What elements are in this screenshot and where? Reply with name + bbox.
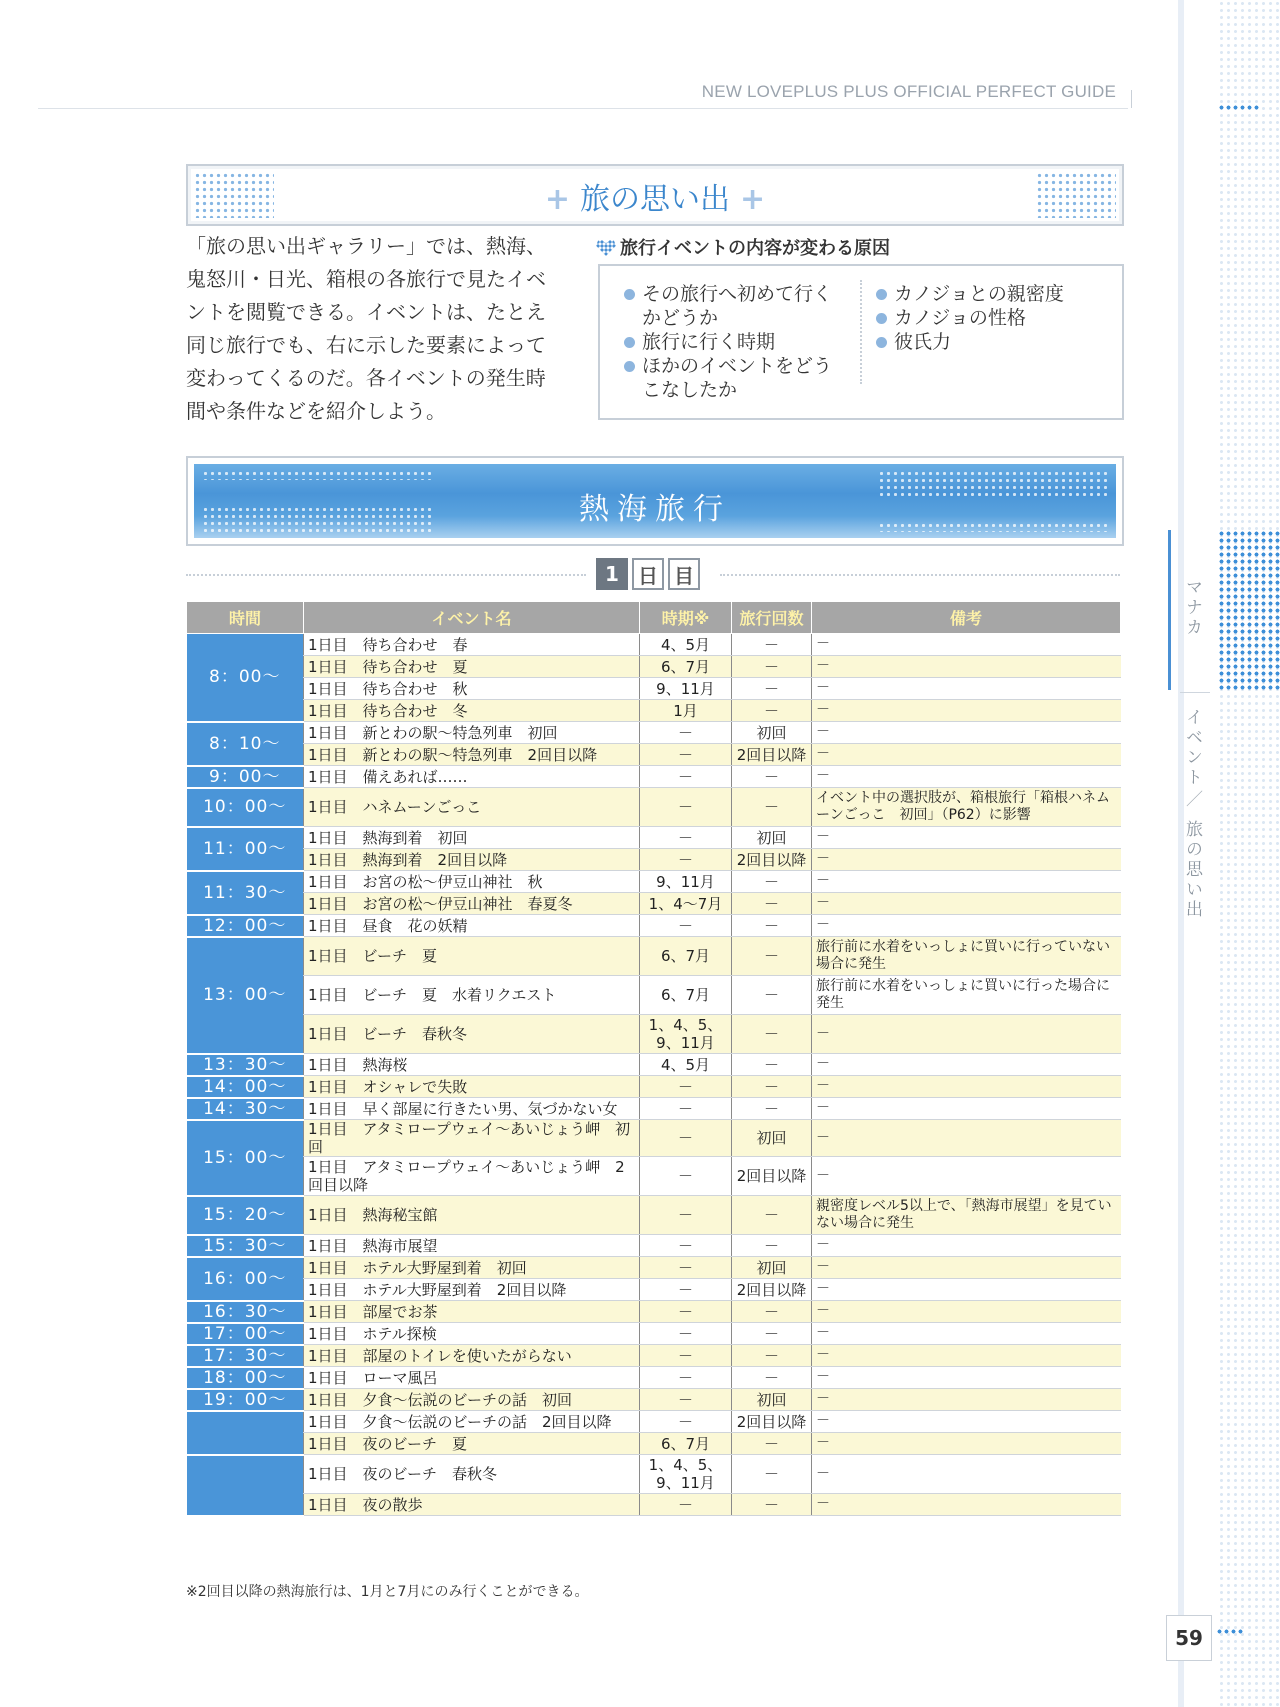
cell-time: 10：00～	[187, 788, 304, 827]
cell-period: －	[640, 722, 732, 744]
cell-event-name: 1日目 熱海桜	[304, 1054, 640, 1076]
cell-time: 8：00～	[187, 634, 304, 722]
table-row	[187, 1120, 1121, 1157]
table-row	[187, 1367, 1121, 1389]
cell-note: －	[812, 915, 1121, 937]
cell-note: －	[812, 1257, 1121, 1279]
cell-event-name: 1日目 部屋のトイレを使いたがらない	[304, 1345, 640, 1367]
table-row	[187, 915, 1121, 937]
cell-event-name: 1日目 待ち合わせ 夏	[304, 656, 640, 678]
day-number: 1	[596, 558, 628, 590]
section-title	[188, 174, 1122, 218]
cell-note: －	[812, 1345, 1121, 1367]
cell-event-name: 1日目 夕食～伝説のビーチの話 2回目以降	[304, 1411, 640, 1433]
table-row	[187, 656, 1121, 678]
cell-note: －	[812, 1157, 1121, 1196]
cell-time: 15：30～	[187, 1235, 304, 1257]
table-row	[187, 1433, 1121, 1455]
cell-note: －	[812, 722, 1121, 744]
cell-note: －	[812, 893, 1121, 915]
cell-period: 6、7月	[640, 1433, 732, 1455]
cell-period: 1、4、5、9、11月	[640, 1455, 732, 1494]
table-row	[187, 1494, 1121, 1516]
cell-note: イベント中の選択肢が、箱根旅行「箱根ハネムーンごっこ 初回」（P62）に影響	[812, 788, 1121, 827]
cell-event-name: 1日目 お宮の松～伊豆山神社 秋	[304, 871, 640, 893]
cell-count: －	[732, 1196, 812, 1235]
cell-period: 9、11月	[640, 678, 732, 700]
side-dot-pattern	[1218, 0, 1280, 1707]
side-tab-manaka[interactable]: マナカ	[1182, 578, 1202, 638]
cell-time: 13：30～	[187, 1054, 304, 1076]
plus-icon-left: +	[544, 182, 570, 217]
cell-count: －	[732, 1015, 812, 1054]
table-row	[187, 788, 1121, 827]
cell-count: －	[732, 1494, 812, 1516]
cell-count: －	[732, 915, 812, 937]
cell-event-name: 1日目 待ち合わせ 冬	[304, 700, 640, 722]
cell-period: －	[640, 1411, 732, 1433]
cell-count: 2回目以降	[732, 744, 812, 766]
cell-time: 16：30～	[187, 1301, 304, 1323]
plus-icon-right: +	[740, 182, 766, 217]
day-char: 目	[668, 558, 700, 590]
cause-item: カノジョとの親密度	[874, 282, 1104, 306]
cell-period: －	[640, 1367, 732, 1389]
cell-event-name: 1日目 ビーチ 夏 水着リクエスト	[304, 976, 640, 1015]
cell-count: 2回目以降	[732, 849, 812, 871]
cell-period: －	[640, 1494, 732, 1516]
col-header-name: イベント名	[304, 602, 640, 634]
cell-time: 19：00～	[187, 1389, 304, 1411]
table-row	[187, 1157, 1121, 1196]
cell-event-name: 1日目 熱海秘宝館	[304, 1196, 640, 1235]
cell-count: －	[732, 893, 812, 915]
day-label	[596, 558, 700, 590]
cause-item: 旅行に行く時期	[622, 330, 850, 354]
cell-period: －	[640, 1120, 732, 1157]
cell-event-name: 1日目 ローマ風呂	[304, 1367, 640, 1389]
table-row	[187, 678, 1121, 700]
cell-count: 2回目以降	[732, 1279, 812, 1301]
cell-event-name: 1日目 アタミロープウェイ～あいじょう岬 初回	[304, 1120, 640, 1157]
footnote: ※2回目以降の熱海旅行は、1月と7月にのみ行くことができる。	[186, 1584, 589, 1600]
cell-event-name: 1日目 ホテル大野屋到着 2回目以降	[304, 1279, 640, 1301]
cell-event-name: 1日目 待ち合わせ 春	[304, 634, 640, 656]
cell-note: －	[812, 744, 1121, 766]
cell-event-name: 1日目 熱海市展望	[304, 1235, 640, 1257]
cell-time: 11：30～	[187, 871, 304, 915]
cell-event-name: 1日目 ビーチ 夏	[304, 937, 640, 976]
cell-count: －	[732, 1367, 812, 1389]
banner-dots	[202, 470, 432, 480]
cell-count: －	[732, 766, 812, 788]
cell-note: －	[812, 849, 1121, 871]
cell-event-name: 1日目 新とわの駅～特急列車 2回目以降	[304, 744, 640, 766]
col-header-count: 旅行回数	[732, 602, 812, 634]
cell-event-name: 1日目 アタミロープウェイ～あいじょう岬 2回目以降	[304, 1157, 640, 1196]
cause-list-right	[874, 282, 1104, 354]
table-row	[187, 1301, 1121, 1323]
cell-time: 18：00～	[187, 1367, 304, 1389]
cell-note: －	[812, 1279, 1121, 1301]
side-tab-memory[interactable]: 旅の思い出	[1182, 820, 1202, 920]
table-row	[187, 700, 1121, 722]
day-dotted-line-left	[186, 574, 586, 576]
cell-event-name: 1日目 部屋でお茶	[304, 1301, 640, 1323]
cell-period: 1、4、5、9、11月	[640, 1015, 732, 1054]
cell-period: －	[640, 744, 732, 766]
cell-period: －	[640, 788, 732, 827]
cell-count: 初回	[732, 722, 812, 744]
cell-period: －	[640, 1345, 732, 1367]
table-row	[187, 1279, 1121, 1301]
cell-note: －	[812, 1494, 1121, 1516]
cell-time: 11：00～	[187, 827, 304, 871]
table-row	[187, 893, 1121, 915]
section-title-text: 旅の思い出	[580, 182, 730, 217]
cell-note: －	[812, 1076, 1121, 1098]
cell-time: 17：00～	[187, 1323, 304, 1345]
cell-count: －	[732, 871, 812, 893]
cause-divider	[860, 280, 862, 384]
header-rule	[38, 108, 1128, 109]
table-row	[187, 871, 1121, 893]
cell-event-name: 1日目 早く部屋に行きたい男、気づかない女	[304, 1098, 640, 1120]
cell-time: 12：00～	[187, 915, 304, 937]
cell-event-name: 1日目 昼食 花の妖精	[304, 915, 640, 937]
page-number-dots	[1216, 1628, 1244, 1634]
running-header: NEW LOVEPLUS PLUS OFFICIAL PERFECT GUIDE	[701, 82, 1116, 101]
intro-text: 「旅の思い出ギャラリー」では、熱海、鬼怒川・日光、箱根の各旅行で見たイベントを閲覧できる。イベントは、たとえ同じ旅行でも、右に示した要素によって変わってくるのだ。各イベントの発生時間や条件などを紹介しよう。	[186, 234, 546, 423]
cell-note: －	[812, 1455, 1121, 1494]
cause-heading	[596, 234, 890, 260]
cell-period: 9、11月	[640, 871, 732, 893]
cell-count: －	[732, 1054, 812, 1076]
cell-period: －	[640, 1389, 732, 1411]
cell-note: －	[812, 700, 1121, 722]
table-row	[187, 1235, 1121, 1257]
table-row	[187, 1054, 1121, 1076]
cell-note: －	[812, 1301, 1121, 1323]
cell-note: －	[812, 678, 1121, 700]
cell-time: 15：20～	[187, 1196, 304, 1235]
cell-period: 1、4～7月	[640, 893, 732, 915]
cell-note: 親密度レベル5以上で、「熱海市展望」を見ていない場合に発生	[812, 1196, 1121, 1235]
trip-banner-title: 熱海旅行	[579, 492, 731, 527]
cell-event-name: 1日目 夕食～伝説のビーチの話 初回	[304, 1389, 640, 1411]
cause-item: 彼氏力	[874, 330, 1104, 354]
cell-period: －	[640, 1323, 732, 1345]
side-active-indicator	[1168, 530, 1171, 690]
cell-period: －	[640, 1076, 732, 1098]
table-row	[187, 1015, 1121, 1054]
cell-period: －	[640, 849, 732, 871]
day-dotted-line-right	[720, 574, 1120, 576]
cell-period: 4、5月	[640, 1054, 732, 1076]
cell-period: －	[640, 1235, 732, 1257]
cell-period: －	[640, 1098, 732, 1120]
table-row	[187, 849, 1121, 871]
cell-note: －	[812, 1098, 1121, 1120]
cell-count: －	[732, 1433, 812, 1455]
cell-count: 初回	[732, 1257, 812, 1279]
cell-count: －	[732, 678, 812, 700]
cell-count: －	[732, 1098, 812, 1120]
table-row	[187, 1257, 1121, 1279]
cause-heading-text: 旅行イベントの内容が変わる原因	[620, 238, 890, 259]
cell-note: －	[812, 634, 1121, 656]
cell-count: －	[732, 1455, 812, 1494]
side-dot-accent-top	[1218, 104, 1260, 110]
table-row	[187, 827, 1121, 849]
table-header-row	[187, 602, 1121, 634]
cell-period: －	[640, 1279, 732, 1301]
table-row	[187, 1411, 1121, 1433]
cell-count: －	[732, 1235, 812, 1257]
table-row	[187, 1196, 1121, 1235]
cell-period: 6、7月	[640, 656, 732, 678]
cell-period: －	[640, 827, 732, 849]
cell-count: －	[732, 976, 812, 1015]
cell-event-name: 1日目 オシャレで失敗	[304, 1076, 640, 1098]
cause-item: ほかのイベントをどうこなしたか	[622, 354, 850, 402]
table-row	[187, 1098, 1121, 1120]
cell-count: －	[732, 634, 812, 656]
cause-box	[598, 264, 1124, 420]
cell-period: 1月	[640, 700, 732, 722]
cell-note: －	[812, 1367, 1121, 1389]
cell-period: －	[640, 1301, 732, 1323]
cause-item: カノジョの性格	[874, 306, 1104, 330]
cell-time: 15：00～	[187, 1120, 304, 1196]
cell-count: －	[732, 656, 812, 678]
cell-count: 初回	[732, 1120, 812, 1157]
cell-note: －	[812, 1120, 1121, 1157]
day-char: 日	[632, 558, 664, 590]
col-header-period: 時期※	[640, 602, 732, 634]
cell-note: 旅行前に水着をいっしょに買いに行っていない場合に発生	[812, 937, 1121, 976]
table-row	[187, 634, 1121, 656]
cell-event-name: 1日目 新とわの駅～特急列車 初回	[304, 722, 640, 744]
trip-banner-fill	[194, 464, 1116, 538]
cell-count: －	[732, 1323, 812, 1345]
cell-period: －	[640, 1196, 732, 1235]
side-tab-slash: ／	[1182, 790, 1202, 810]
cell-event-name: 1日目 待ち合わせ 秋	[304, 678, 640, 700]
cell-count: －	[732, 1345, 812, 1367]
event-table	[186, 601, 1121, 1517]
cell-note: －	[812, 871, 1121, 893]
page-number: 59	[1166, 1615, 1212, 1661]
cell-event-name: 1日目 ビーチ 春秋冬	[304, 1015, 640, 1054]
cell-event-name: 1日目 ホテル大野屋到着 初回	[304, 1257, 640, 1279]
cell-period: 6、7月	[640, 937, 732, 976]
cell-time: 17：30～	[187, 1345, 304, 1367]
cell-count: －	[732, 788, 812, 827]
cell-note: －	[812, 1054, 1121, 1076]
cell-time: 8：10～	[187, 722, 304, 766]
cell-count: －	[732, 1301, 812, 1323]
table-row	[187, 766, 1121, 788]
side-separator	[1180, 692, 1210, 693]
cell-time: 14：00～	[187, 1076, 304, 1098]
table-row	[187, 744, 1121, 766]
cell-event-name: 1日目 夜のビーチ 夏	[304, 1433, 640, 1455]
cell-event-name: 1日目 お宮の松～伊豆山神社 春夏冬	[304, 893, 640, 915]
cell-note: －	[812, 1433, 1121, 1455]
cell-note: －	[812, 656, 1121, 678]
cell-event-name: 1日目 熱海到着 2回目以降	[304, 849, 640, 871]
cell-time: 16：00～	[187, 1257, 304, 1301]
cell-count: 初回	[732, 827, 812, 849]
cause-list-left	[622, 282, 850, 402]
col-header-note: 備考	[812, 602, 1121, 634]
table-row	[187, 1076, 1121, 1098]
table-row	[187, 1389, 1121, 1411]
col-header-time: 時間	[187, 602, 304, 634]
table-row	[187, 1323, 1121, 1345]
cell-note: －	[812, 1015, 1121, 1054]
cell-time	[187, 1455, 304, 1516]
table-row	[187, 722, 1121, 744]
cell-note: －	[812, 1411, 1121, 1433]
cell-note: －	[812, 1235, 1121, 1257]
cell-note: －	[812, 1389, 1121, 1411]
table-row	[187, 937, 1121, 976]
table-row	[187, 1455, 1121, 1494]
cell-count: －	[732, 700, 812, 722]
cell-event-name: 1日目 熱海到着 初回	[304, 827, 640, 849]
side-dot-accent-active	[1218, 530, 1280, 690]
cell-period: －	[640, 1157, 732, 1196]
cell-time: 13：00～	[187, 937, 304, 1054]
cell-time: 9：00～	[187, 766, 304, 788]
cell-count: 初回	[732, 1389, 812, 1411]
heart-dots-icon	[596, 240, 616, 256]
cell-event-name: 1日目 夜のビーチ 春秋冬	[304, 1455, 640, 1494]
cell-count: 2回目以降	[732, 1157, 812, 1196]
section-title-box	[186, 164, 1124, 226]
cell-note: －	[812, 1323, 1121, 1345]
cell-time	[187, 1411, 304, 1455]
cell-period: 6、7月	[640, 976, 732, 1015]
trip-banner	[186, 456, 1124, 546]
cell-period: 4、5月	[640, 634, 732, 656]
header-tick	[1131, 90, 1132, 108]
cell-time: 14：30～	[187, 1098, 304, 1120]
cell-event-name: 1日目 ホテル探検	[304, 1323, 640, 1345]
cause-item: その旅行へ初めて行くかどうか	[622, 282, 850, 330]
cell-event-name: 1日目 備えあれば……	[304, 766, 640, 788]
cell-period: －	[640, 766, 732, 788]
side-tab-event[interactable]: イベント	[1182, 708, 1202, 788]
cell-count: 2回目以降	[732, 1411, 812, 1433]
cell-count: －	[732, 1076, 812, 1098]
table-row	[187, 1345, 1121, 1367]
cell-note: －	[812, 827, 1121, 849]
cell-event-name: 1日目 ハネムーンごっこ	[304, 788, 640, 827]
cell-event-name: 1日目 夜の散歩	[304, 1494, 640, 1516]
table-row	[187, 976, 1121, 1015]
cell-period: －	[640, 915, 732, 937]
cell-note: －	[812, 766, 1121, 788]
cell-count: －	[732, 937, 812, 976]
cell-note: 旅行前に水着をいっしょに買いに行った場合に発生	[812, 976, 1121, 1015]
cell-period: －	[640, 1257, 732, 1279]
